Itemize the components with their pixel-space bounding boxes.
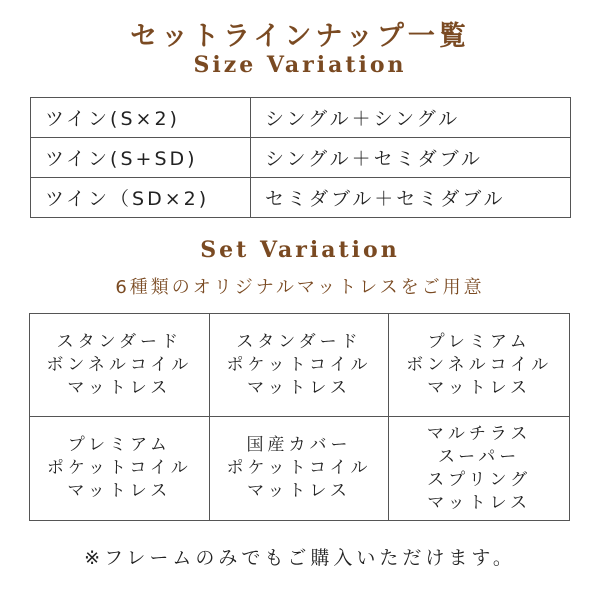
size-combo-cell: シングル＋シングル bbox=[251, 98, 571, 138]
mattress-grid bbox=[29, 313, 570, 521]
footer-note: ※フレームのみでもご購入いただけます。 bbox=[84, 547, 516, 569]
set-variation-subtitle: 6種類のオリジナルマットレスをご用意 bbox=[115, 277, 485, 298]
size-type-cell: ツイン（SD×2) bbox=[31, 178, 251, 218]
mattress-cell: スタンダード ボンネルコイル マットレス bbox=[30, 314, 210, 417]
mattress-cell: スタンダード ポケットコイル マットレス bbox=[210, 314, 390, 417]
size-variation-table bbox=[30, 97, 571, 218]
size-combo-cell: シングル＋セミダブル bbox=[251, 138, 571, 178]
set-variation-heading: Set Variation bbox=[200, 237, 400, 263]
size-combo-cell: セミダブル＋セミダブル bbox=[251, 178, 571, 218]
page-title: セットラインナップ一覧 bbox=[130, 21, 470, 52]
mattress-cell: プレミアム ポケットコイル マットレス bbox=[30, 417, 210, 520]
mattress-cell: 国産カバー ポケットコイル マットレス bbox=[210, 417, 390, 520]
size-type-cell: ツイン(S+SD) bbox=[31, 138, 251, 178]
table-row bbox=[31, 138, 571, 178]
table-row bbox=[31, 178, 571, 218]
mattress-cell: マルチラス スーパー スプリング マットレス bbox=[426, 423, 532, 513]
size-type-cell: ツイン(S×2) bbox=[31, 98, 251, 138]
table-row bbox=[31, 98, 571, 138]
mattress-cell: プレミアム ボンネルコイル マットレス bbox=[389, 314, 569, 417]
size-variation-heading: Size Variation bbox=[193, 52, 407, 78]
